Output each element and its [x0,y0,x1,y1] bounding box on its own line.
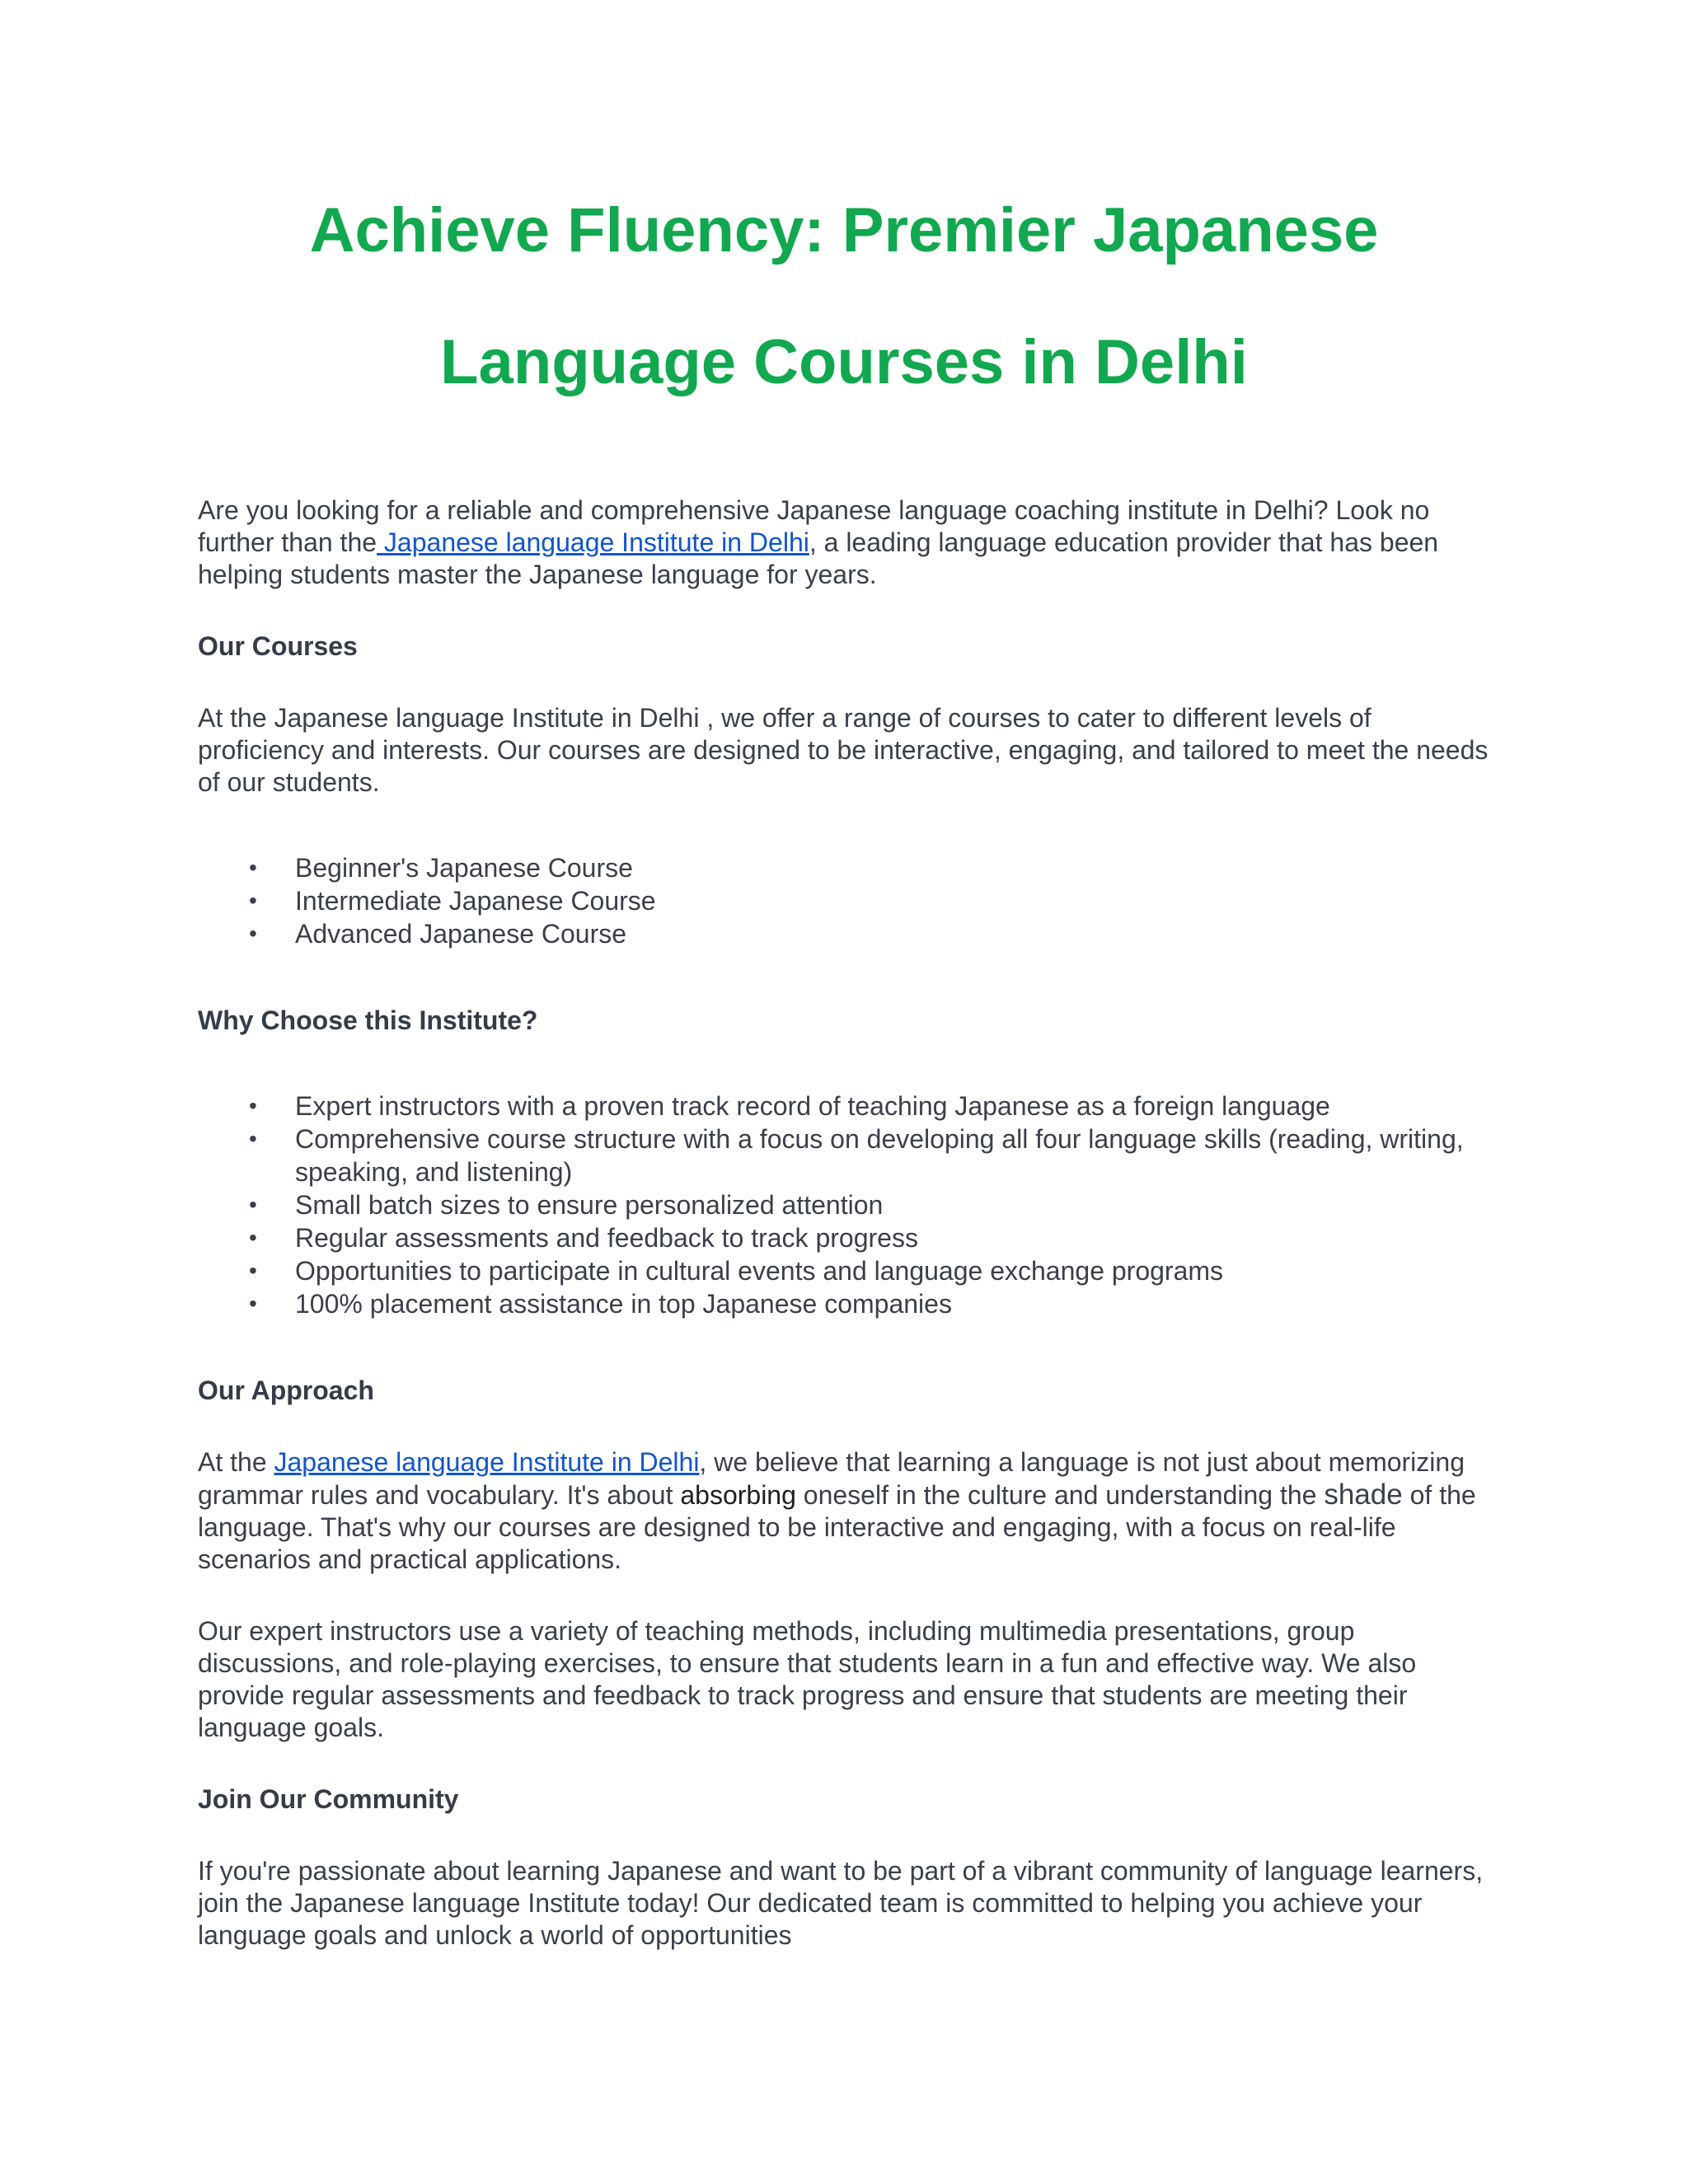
list-item [198,1122,1500,1188]
list-item [198,1254,1500,1287]
institute-link[interactable]: Japanese language Institute in Delhi [274,1447,700,1477]
courses-list [198,851,1500,950]
reason-item-label: Small batch sizes to ensure personalized attention [295,1190,884,1220]
bullet-icon: • [249,1192,257,1217]
community-paragraph: If you're passionate about learning Japanese and want to be part of a vibrant community of language learners, join the Japanese language Institute today! Our dedicated team is committed to helping you achieve your language goals and unlock a world of opportunities [198,1856,1484,1950]
intro-text-after-link: , a leading language education provider that has been helping students master the Japanese language for years. [198,527,1439,589]
reason-item-label: Expert instructors with a proven track record of teaching Japanese as a foreign language [295,1091,1330,1121]
list-item [198,1188,1500,1221]
approach-word-absorbing: absorbing [680,1480,796,1510]
courses-paragraph: At the Japanese language Institute in Delhi , we offer a range of courses to cater to different levels of proficiency and interests. Our courses are designed to be interactive, engaging, and tailored to meet the needs of our students. [198,703,1489,797]
title-line-2: Language Courses in Delhi [440,327,1248,397]
bullet-icon: • [249,1093,257,1118]
approach-word-shade: shade [1324,1479,1403,1511]
bullet-icon: • [249,888,257,913]
approach-text-start: At the [198,1447,274,1477]
list-item [198,884,1500,917]
course-item-label: Intermediate Japanese Course [295,886,656,916]
institute-link[interactable]: Japanese language Institute in Delhi [377,527,809,557]
list-item [198,851,1500,884]
page-title [0,165,1688,429]
title-line-1: Achieve Fluency: Premier Japanese [309,195,1379,265]
bullet-icon: • [249,921,257,946]
bullet-icon: • [249,1258,257,1283]
list-item [198,917,1500,950]
document-body [198,494,1500,1952]
reason-item-label: Regular assessments and feedback to track progress [295,1223,918,1253]
approach-paragraph-2: Our expert instructors use a variety of teaching methods, including multimedia presentations, group discussions, and role-playing exercises, to ensure that students learn in a fun and effective way. We also provide regular assessments and feedback to track progress and ensure that students are meeting their language goals. [198,1616,1417,1742]
bullet-icon: • [249,1126,257,1151]
reason-item-label: Opportunities to participate in cultural events and language exchange programs [295,1256,1224,1286]
list-item [198,1221,1500,1254]
our-approach-heading: Our Approach [198,1376,374,1405]
list-item [198,1287,1500,1320]
approach-text-part4: of the language. That's why our courses are designed to be interactive and engaging, with a focus on real-life scenarios and practical applications. [198,1480,1476,1574]
course-item-label: Advanced Japanese Course [295,919,627,949]
bullet-icon: • [249,855,257,880]
our-courses-heading: Our Courses [198,631,358,661]
reasons-list [198,1090,1500,1320]
bullet-icon: • [249,1291,257,1316]
approach-paragraph-1 [198,1446,1500,1576]
list-item [198,1090,1500,1122]
reason-item-label: 100% placement assistance in top Japanese companies [295,1289,952,1319]
why-choose-heading: Why Choose this Institute? [198,1005,538,1035]
bullet-icon: • [249,1225,257,1250]
join-community-heading: Join Our Community [198,1784,459,1814]
intro-paragraph [198,494,1500,591]
course-item-label: Beginner's Japanese Course [295,853,633,883]
approach-text-part3: oneself in the culture and understanding the [795,1480,1325,1510]
reason-item-label: Comprehensive course structure with a focus on developing all four language skills (reading, writing, speaking, and listening) [295,1124,1464,1187]
intro-text-before-link: Are you looking for a reliable and comprehensive Japanese language coaching institute in Delhi? Look no further than the [198,495,1430,557]
approach-text-part2: , we believe that learning a language is not just about memorizing grammar rules and vocabulary. It's about [198,1447,1465,1510]
